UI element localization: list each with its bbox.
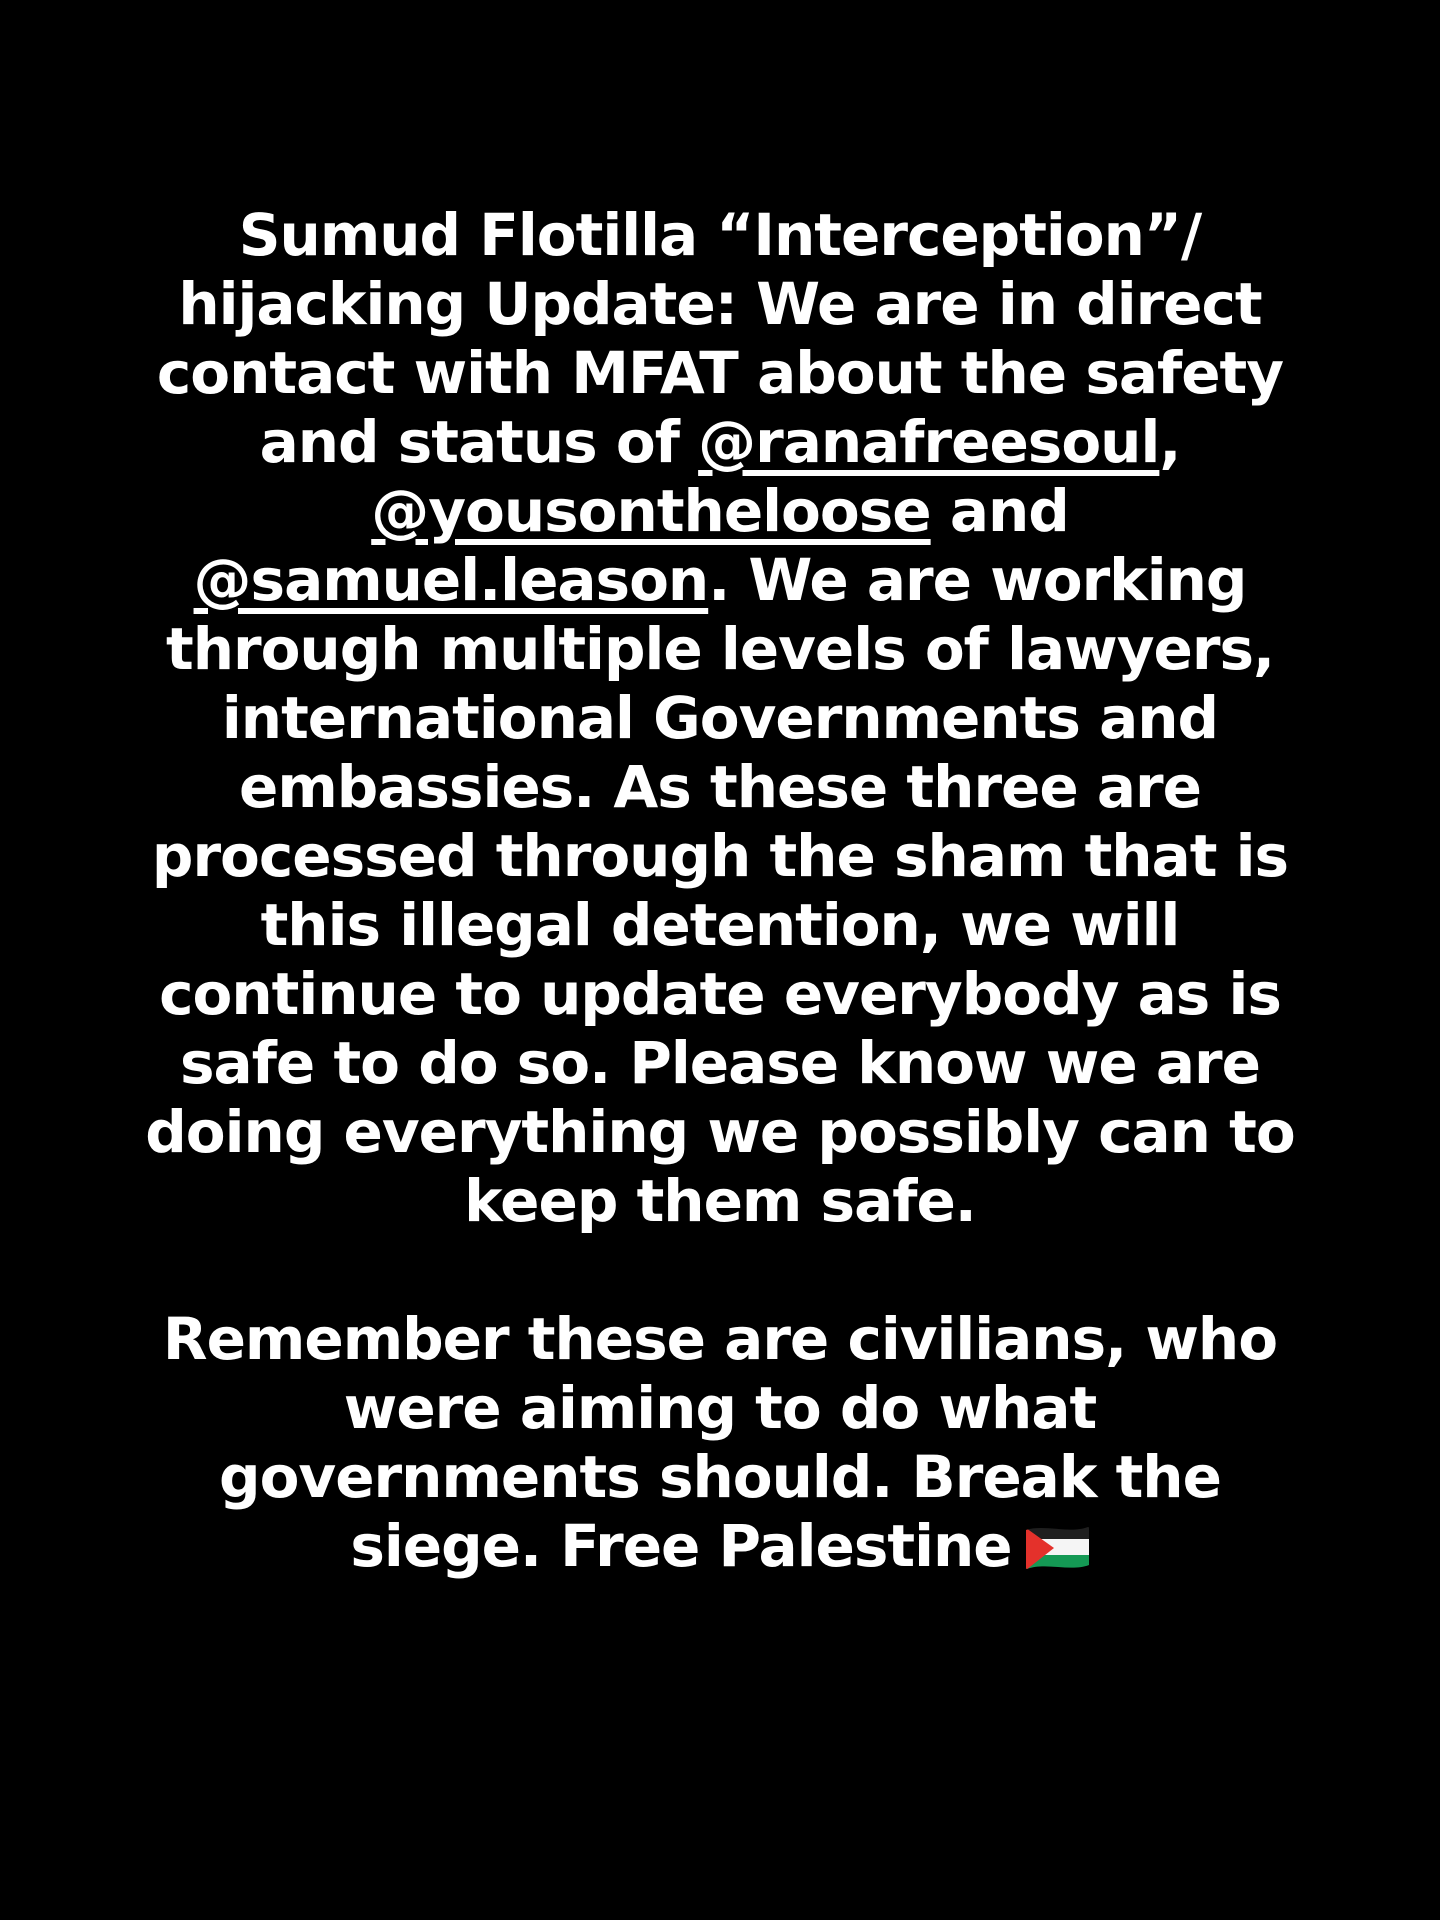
story-text-line <box>0 1512 1440 1581</box>
mention-link[interactable]: @samuel.leason <box>193 546 709 614</box>
story-text-line <box>0 1098 1440 1167</box>
story-text-line <box>0 1374 1440 1443</box>
text-segment: international Governments and <box>221 684 1219 752</box>
story-text-line <box>0 339 1440 408</box>
story-text-line <box>0 477 1440 546</box>
story-text-line <box>0 201 1440 270</box>
palestine-flag-icon <box>1024 1524 1090 1574</box>
text-segment: contact with MFAT about the safety <box>156 339 1284 407</box>
story-text-line <box>0 1443 1440 1512</box>
story-text-line <box>0 960 1440 1029</box>
text-segment: . We are working <box>708 546 1247 614</box>
text-segment: Remember these are civilians, who <box>162 1305 1278 1373</box>
text-segment: siege. Free Palestine <box>350 1512 1012 1580</box>
text-segment: Sumud Flotilla “Interception”/ <box>238 201 1202 269</box>
text-segment: safe to do so. Please know we are <box>180 1029 1260 1097</box>
text-segment: doing everything we possibly can to <box>145 1098 1295 1166</box>
story-text-line <box>0 1305 1440 1374</box>
story-text-line <box>0 684 1440 753</box>
story-text-line <box>0 822 1440 891</box>
text-segment: , <box>1159 408 1181 476</box>
text-segment: this illegal detention, we will <box>260 891 1180 959</box>
story-text-line <box>0 891 1440 960</box>
text-segment: governments should. Break the <box>219 1443 1221 1511</box>
story-text-line <box>0 1029 1440 1098</box>
story-text-line <box>0 753 1440 822</box>
story-paragraph-1 <box>0 201 1440 1236</box>
text-segment: and <box>930 477 1069 545</box>
text-segment: embassies. As these three are <box>238 753 1201 821</box>
text-segment: were aiming to do what <box>343 1374 1097 1442</box>
story-paragraph-2 <box>0 1305 1440 1581</box>
story-text-line <box>0 615 1440 684</box>
text-segment: processed through the sham that is <box>151 822 1289 890</box>
story-text-line <box>0 408 1440 477</box>
story-text-line <box>0 1167 1440 1236</box>
story-text-line <box>0 270 1440 339</box>
text-segment: through multiple levels of lawyers, <box>165 615 1275 683</box>
text-segment: keep them safe. <box>464 1167 976 1235</box>
mention-link[interactable]: @yousontheloose <box>371 477 931 545</box>
mention-link[interactable]: @ranafreesoul <box>698 408 1160 476</box>
text-segment: hijacking Update: We are in direct <box>178 270 1262 338</box>
text-segment: continue to update everybody as is <box>159 960 1281 1028</box>
story-text-line <box>0 546 1440 615</box>
text-segment: and status of <box>259 408 699 476</box>
